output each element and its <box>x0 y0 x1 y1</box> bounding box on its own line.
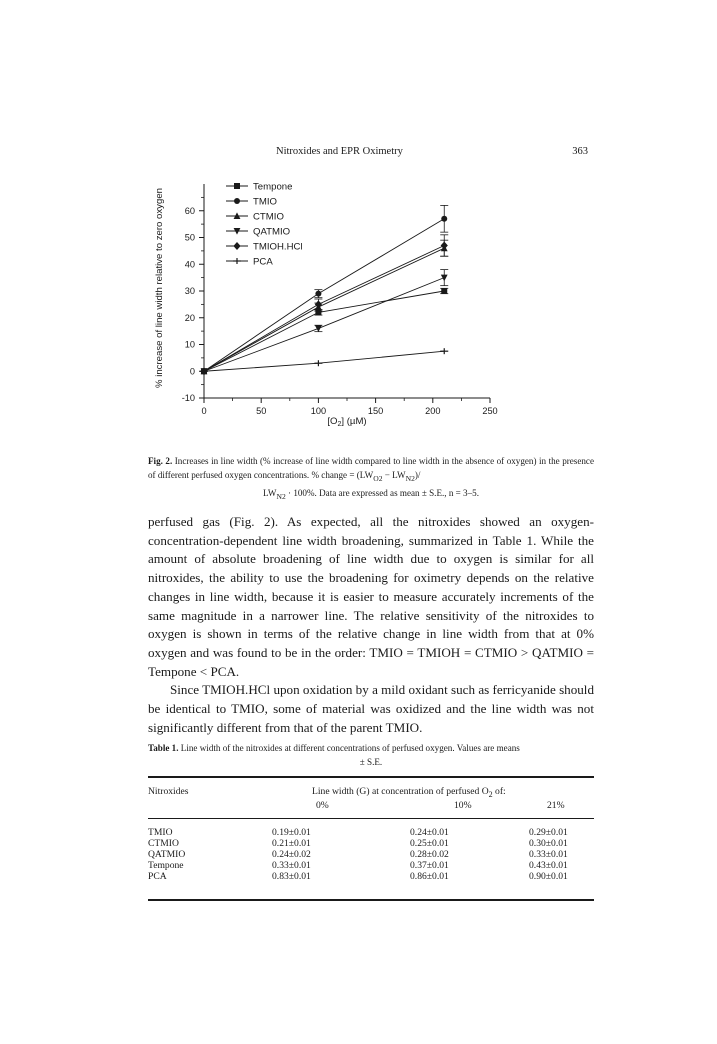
paragraph-1: perfused gas (Fig. 2). As expected, all the nitroxides showed an oxygen-concentration-dependent line width broadening, summarized in Table 1. While the amount of absolute broadening of line width due to oxygen is similar for all nitroxides, the ability to use the broadening for oximetry depends on the relative changes in line width, because it is easier to measure accurately increments of the same magnitude in a narrower line. The relative sensitivity of the nitroxides to oxygen is shown in terms of the relative change in line width from that at 0% oxygen and was found to be in the order: TMIO = TMIOH = CTMIO > QATMIO = Tempone < PCA. <box>148 514 594 679</box>
cell-21pct: 0.90±0.01 <box>529 871 568 882</box>
series-line-tempone <box>204 291 444 371</box>
x-tick-label: 100 <box>310 406 327 416</box>
legend-label: Tempone <box>253 181 293 193</box>
body-text <box>148 513 594 737</box>
y-tick-label: 0 <box>189 366 195 377</box>
series-line-pca <box>204 351 444 371</box>
cell-0pct: 0.24±0.02 <box>272 849 311 860</box>
cell-0pct: 0.19±0.01 <box>272 827 311 838</box>
figure-2 <box>148 172 508 439</box>
series-lines <box>204 219 444 371</box>
line-chart <box>148 172 508 434</box>
table-label: Table 1. <box>148 743 179 753</box>
cell-10pct: 0.24±0.01 <box>410 827 449 838</box>
legend-item-tempone <box>226 181 292 192</box>
table-bottom-rule <box>148 899 594 901</box>
cell-21pct: 0.30±0.01 <box>529 838 568 849</box>
chart-legend <box>226 181 303 267</box>
y-tick-label: 40 <box>184 259 195 270</box>
caption-text: Increases in line width (% increase of line width compared to line width in the absence of oxygen) in the presence of different perfused oxygen concentrations. % change = (LW <box>148 456 594 480</box>
data-point-qatmio <box>315 325 322 332</box>
legend-item-pca <box>226 256 273 267</box>
cell-10pct: 0.28±0.02 <box>410 849 449 860</box>
figure-label: Fig. 2. <box>148 456 173 466</box>
chart-axes <box>182 184 498 416</box>
caption-sub-n2b: N2 <box>276 491 286 501</box>
row-name: PCA <box>148 871 167 882</box>
table-caption-text: Line width of the nitroxides at different concentrations of perfused oxygen. Values are means <box>180 743 520 753</box>
data-point-tmio <box>441 216 447 222</box>
table-caption-tail: ± S.E. <box>359 757 383 767</box>
data-point-tmioh-hcl <box>315 300 322 308</box>
figure-caption <box>148 454 594 504</box>
x-tick-label: 50 <box>256 406 267 416</box>
y-tick-label: 30 <box>184 286 195 297</box>
caption-text-mid: − LW <box>382 470 406 480</box>
legend-item-tmioh-hcl <box>226 241 303 252</box>
legend-label: PCA <box>253 256 273 268</box>
subheader-21pct: 21% <box>547 800 565 811</box>
legend-item-ctmio <box>226 211 284 222</box>
caption-sub-o2: O2 <box>373 473 383 483</box>
subheader-10pct: 10% <box>454 800 472 811</box>
caption-text-mid2: )/ <box>414 470 421 480</box>
row-name: CTMIO <box>148 838 179 849</box>
subheader-0pct: 0% <box>316 800 329 811</box>
paragraph-2: Since TMIOH.HCl upon oxidation by a mild oxidant such as ferricyanide should be identical to TMIO, some of material was oxidized and the line width was not significantly different from that of the parent TMIO. <box>148 682 594 735</box>
caption-lw: LW <box>263 487 277 498</box>
cell-21pct: 0.43±0.01 <box>529 860 568 871</box>
cell-21pct: 0.33±0.01 <box>529 849 568 860</box>
legend-marker <box>234 198 240 204</box>
table-header-rule <box>148 818 594 819</box>
caption-sub-n2: N2 <box>405 473 415 483</box>
y-tick-label: -10 <box>181 393 195 404</box>
legend-marker <box>233 258 241 264</box>
y-tick-label: 20 <box>184 312 195 323</box>
data-point-tmioh-hcl <box>441 242 448 250</box>
y-tick-label: 50 <box>184 232 195 243</box>
y-tick-label: 10 <box>184 339 195 350</box>
table-body <box>148 827 594 899</box>
caption-line2 <box>148 486 594 504</box>
data-point-tempone <box>441 288 447 294</box>
running-title: Nitroxides and EPR Oximetry <box>276 146 403 157</box>
page-number: 363 <box>572 146 588 157</box>
span-header-sub: 2 <box>488 789 493 799</box>
data-point-pca <box>440 348 448 354</box>
span-header-text: Line width (G) at concentration of perfused O <box>312 786 489 797</box>
x-axis-label-sub: 2 <box>337 421 342 428</box>
col-header-nitroxides: Nitroxides <box>148 786 189 797</box>
legend-label: CTMIO <box>253 211 284 223</box>
y-tick-label: 60 <box>184 205 195 216</box>
row-name: QATMIO <box>148 849 186 860</box>
cell-21pct: 0.29±0.01 <box>529 827 568 838</box>
x-tick-label: 200 <box>425 406 441 416</box>
cell-0pct: 0.21±0.01 <box>272 838 311 849</box>
cell-10pct: 0.86±0.01 <box>410 871 449 882</box>
x-tick-label: 250 <box>482 406 498 416</box>
row-name: TMIO <box>148 827 173 838</box>
cell-0pct: 0.33±0.01 <box>272 860 311 871</box>
data-point-qatmio <box>441 275 448 282</box>
legend-label: QATMIO <box>253 226 291 238</box>
x-axis-label: $[O_2]$ (µM) <box>327 416 367 428</box>
caption-tail: · 100%. Data are expressed as mean ± S.E., n = 3–5. <box>285 487 479 498</box>
table-header <box>148 786 594 816</box>
col-header-span <box>312 786 506 799</box>
cell-10pct: 0.37±0.01 <box>410 860 449 871</box>
x-tick-label: 0 <box>201 406 207 416</box>
table-caption <box>148 741 594 769</box>
data-point-pca <box>314 360 322 366</box>
series-line-qatmio <box>204 278 444 372</box>
row-name: Tempone <box>148 860 184 871</box>
x-tick-label: 150 <box>367 406 384 416</box>
legend-label: TMIOH.HCl <box>253 241 303 253</box>
span-header-tail: of: <box>492 786 506 797</box>
legend-marker <box>234 183 240 189</box>
running-head <box>148 146 588 162</box>
cell-0pct: 0.83±0.01 <box>272 871 311 882</box>
cell-10pct: 0.25±0.01 <box>410 838 449 849</box>
y-axis-label: % increase of line width relative to zero oxygen <box>154 188 165 388</box>
legend-label: TMIO <box>253 196 277 208</box>
legend-marker <box>233 242 240 250</box>
data-point-tmio <box>315 291 321 297</box>
legend-item-tmio <box>226 196 277 207</box>
series-line-tmio <box>204 219 444 371</box>
legend-item-qatmio <box>226 226 290 237</box>
table-top-rule <box>148 776 594 778</box>
x-axis-label-unit: ] (µM) <box>341 416 367 427</box>
